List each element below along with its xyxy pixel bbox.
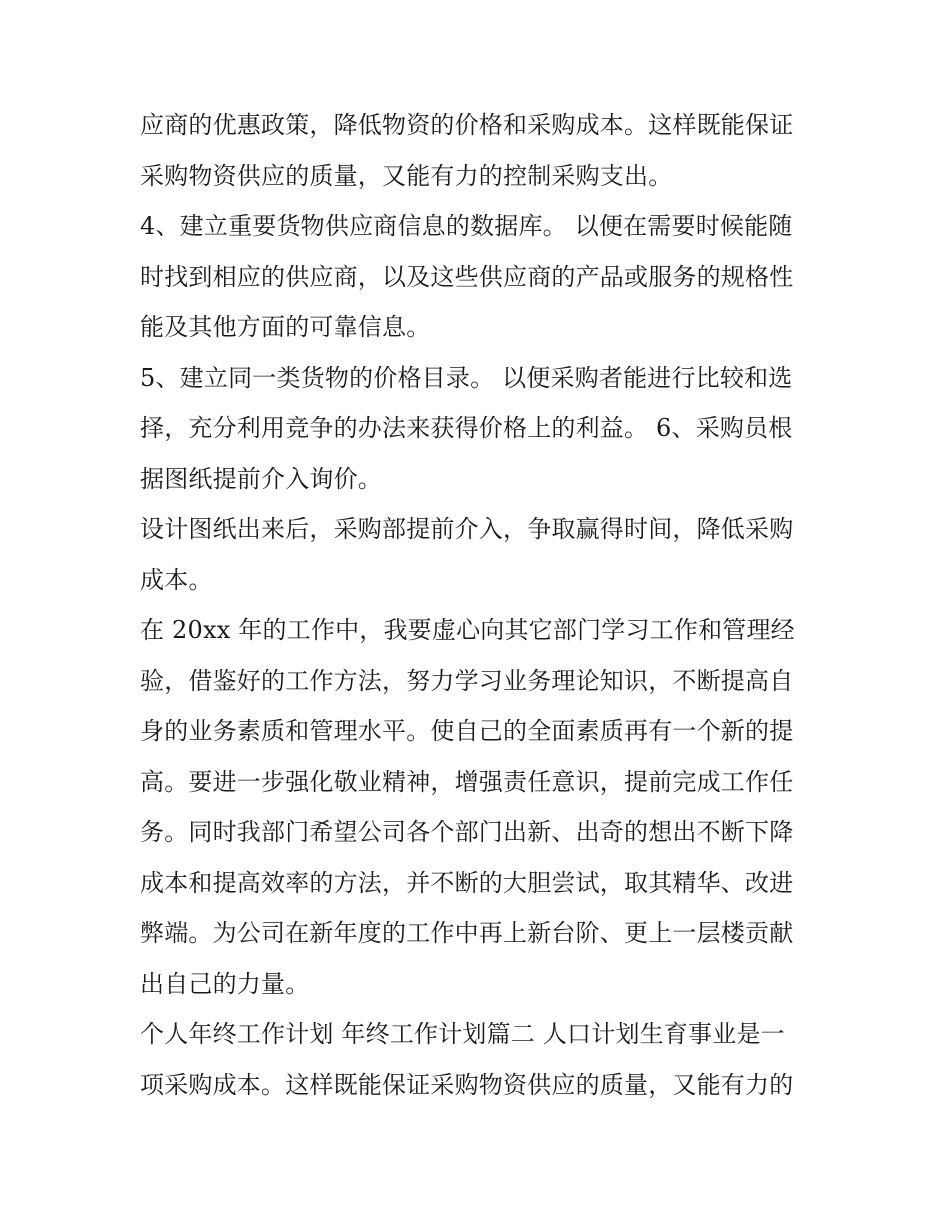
document-body [140,100,812,1110]
text-line: 成本。 [140,565,213,594]
text-line: 采购物资供应的质量，又能有力的控制采购支出。 [140,161,673,190]
text-line: 个人年终工作计划 年终工作计划篇二 人口计划生育事业是一 [140,1020,785,1048]
text-line: 务。同时我部门希望公司各个部门出新、出奇的想出不断下降 [140,818,794,846]
text-line: 高。要进一步强化敬业精神，增强责任意识，提前完成工作任 [140,767,794,796]
text-line: 设计图纸出来后，采购部提前介入，争取赢得时间，降低采购 [140,515,794,543]
text-line: 能及其他方面的可靠信息。 [140,313,431,341]
text-line: 验，借鉴好的工作方法，努力学习业务理论知识，不断提高自 [140,666,794,695]
text-line: 身的业务素质和管理水平。使自己的全面素质再有一个新的提 [140,717,794,745]
text-line: 项采购成本。这样既能保证采购物资供应的质量，又能有力的 [140,1070,794,1099]
text-line: 择，充分利用竞争的办法来获得价格上的利益。 6、采购员根 [140,414,793,442]
text-line: 出自己的力量。 [140,969,310,998]
text-line: 据图纸提前介入询价。 [140,464,382,493]
text-line: 4、建立重要货物供应商信息的数据库。 以便在需要时候能随 [140,212,793,240]
text-line: 在 20xx 年的工作中，我要虚心向其它部门学习工作和管理经 [140,616,795,644]
text-line: 成本和提高效率的方法，并不断的大胆尝试，取其精华、改进 [140,868,794,897]
text-line: 时找到相应的供应商，以及这些供应商的产品或服务的规格性 [140,262,794,291]
text-line: 应商的优惠政策，降低物资的价格和采购成本。这样既能保证 [140,111,794,139]
text-line: 5、建立同一类货物的价格目录。 以便采购者能进行比较和选 [140,363,793,392]
text-line: 弊端。为公司在新年度的工作中再上新台阶、更上一层楼贡献 [140,919,794,947]
